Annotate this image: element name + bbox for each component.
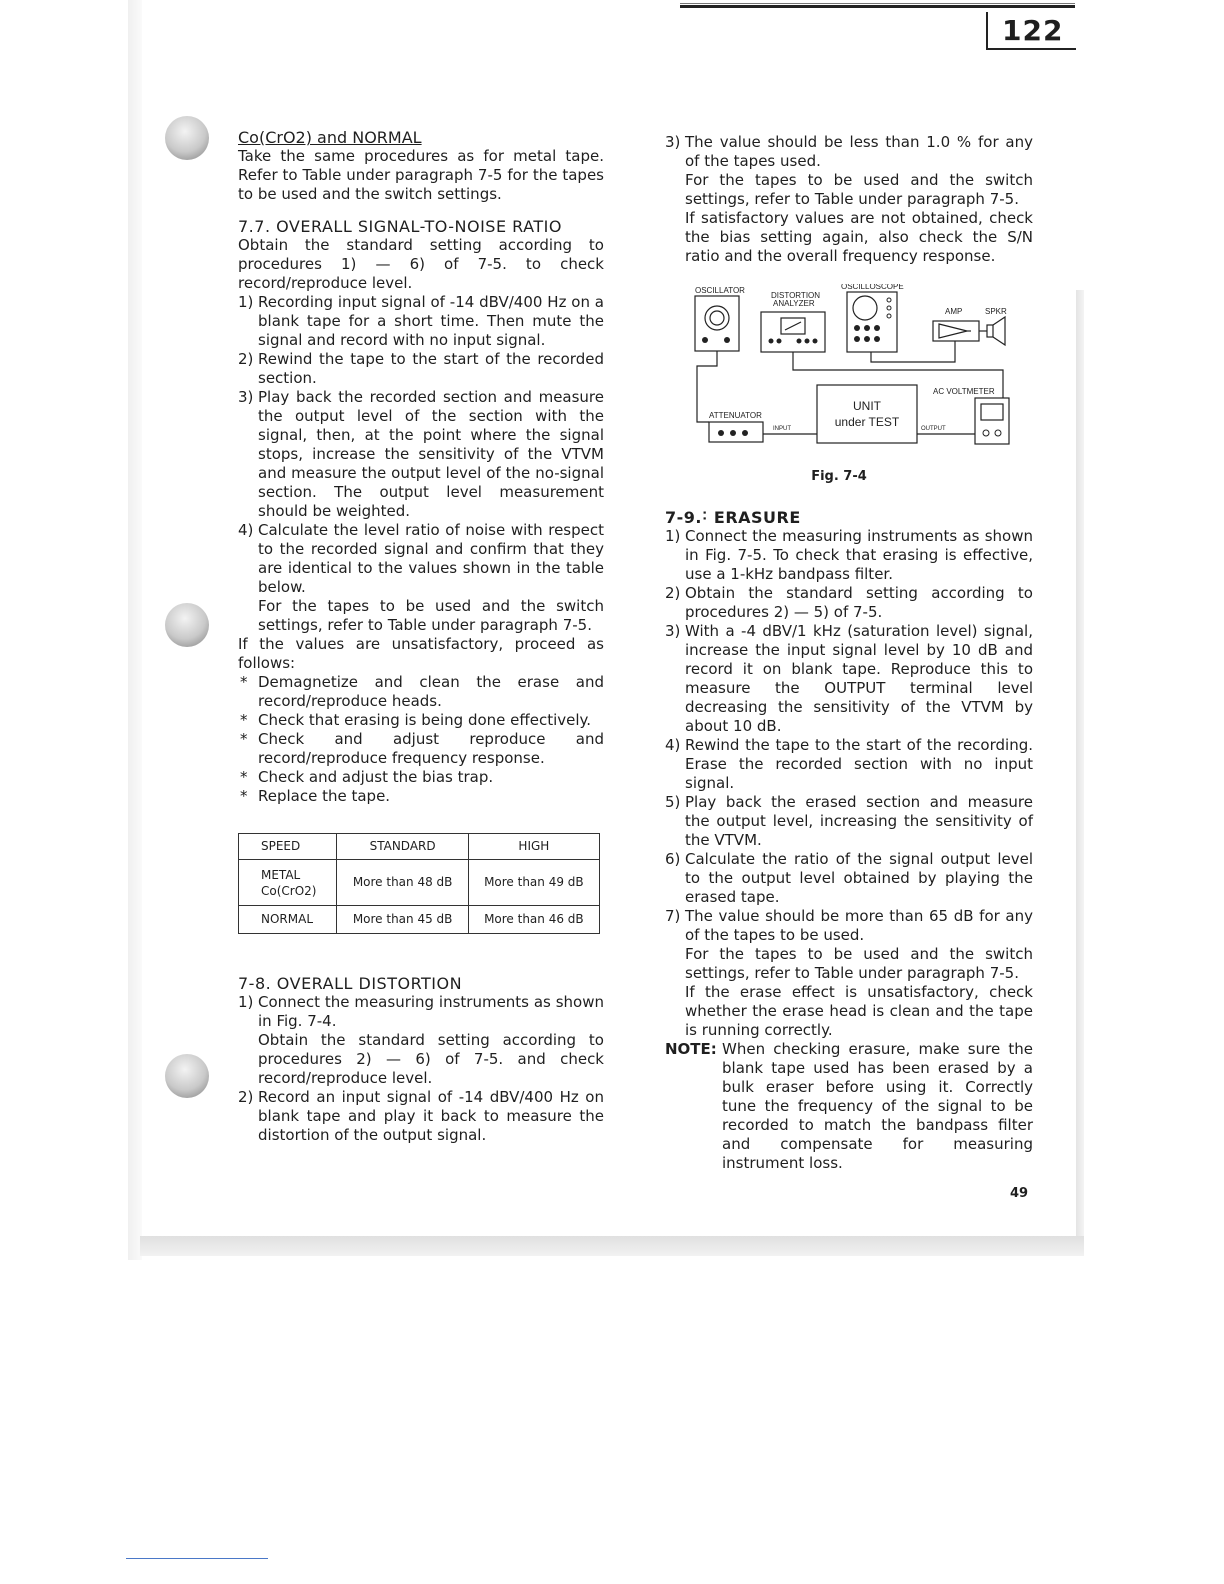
note-label: NOTE: bbox=[665, 1040, 717, 1058]
label-spkr: SPKR bbox=[985, 307, 1007, 316]
list-item bbox=[238, 293, 604, 350]
attenuator-box bbox=[709, 422, 763, 442]
list-item bbox=[665, 850, 1033, 907]
binder-hole-icon bbox=[165, 603, 209, 647]
step-number: 7) bbox=[665, 907, 681, 925]
ac-voltmeter-box bbox=[975, 398, 1009, 444]
table-row bbox=[239, 906, 600, 934]
table-cell-line: METAL bbox=[261, 867, 301, 882]
bullet-text: Check and adjust the bias trap. bbox=[258, 768, 494, 786]
section-title: 7-8. OVERALL DISTORTION bbox=[238, 974, 463, 993]
table-cell: More than 45 dB bbox=[337, 906, 468, 934]
label-amp: AMP bbox=[945, 307, 963, 316]
bullet-text: Check and adjust reproduce and record/reproduce frequency response. bbox=[258, 730, 604, 767]
label-analyzer: ANALYZER bbox=[773, 299, 815, 308]
step-number: 3) bbox=[665, 133, 681, 151]
table-cell-line: Co(CrO2) bbox=[261, 883, 317, 898]
unit-under-test-box bbox=[817, 385, 917, 443]
header-rule bbox=[680, 5, 1075, 8]
step-number: 1) bbox=[238, 993, 254, 1011]
table-cell bbox=[239, 860, 337, 906]
oscillator-box bbox=[695, 296, 739, 351]
list-item bbox=[665, 622, 1033, 736]
page-mark: 122 bbox=[1002, 14, 1064, 47]
table-header: HIGH bbox=[468, 834, 599, 860]
label-oscillator: OSCILLATOR bbox=[695, 286, 745, 295]
oscilloscope-box bbox=[847, 292, 897, 352]
scan-edge-shadow bbox=[1076, 290, 1084, 1245]
binder-hole-icon bbox=[165, 116, 209, 160]
paragraph: If the erase effect is unsatisfactory, check whether the erase head is clean and the tape is running correctly. bbox=[685, 983, 1033, 1039]
page-number: 49 bbox=[1010, 1186, 1029, 1201]
step-number: 3) bbox=[665, 622, 681, 640]
label-attenuator: ATTENUATOR bbox=[709, 411, 762, 420]
note-text: When checking erasure, make sure the blank tape used has been erased by a bulk eraser before using it. Correctly tune the frequency of the signal to be recorded to match the bandpass filter and compensate for measuring instrument loss. bbox=[722, 1040, 1033, 1172]
step-text: Recording input signal of -14 dBV/400 Hz on a blank tape for a short time. Then mute the signal and record with no input signal. bbox=[258, 293, 604, 349]
paragraph: Obtain the standard setting according to procedures 2) — 6) of 7-5. and check record/reproduce level. bbox=[258, 1031, 604, 1087]
paragraph: If the values are unsatisfactory, proceed as follows: bbox=[238, 635, 604, 672]
paragraph: Obtain the standard setting according to procedures 1) — 6) of 7-5. to check record/reproduce level. bbox=[238, 236, 604, 292]
list-item bbox=[665, 133, 1033, 171]
step-text: Calculate the level ratio of noise with respect to the recorded signal and confirm that they are identical to the values shown in the table below. bbox=[258, 521, 604, 596]
bullet-text: Demagnetize and clean the erase and record/reproduce heads. bbox=[258, 673, 604, 710]
paragraph: For the tapes to be used and the switch settings, refer to Table under paragraph 7-5. bbox=[258, 597, 604, 634]
step-text: Rewind the tape to the start of the recorded section. bbox=[258, 350, 604, 387]
step-number: 4) bbox=[238, 521, 254, 539]
section-title: Co(CrO2) and NORMAL bbox=[238, 128, 422, 147]
step-text: Rewind the tape to the start of the recording. Erase the recorded section with no input signal. bbox=[685, 736, 1033, 792]
step-number: 5) bbox=[665, 793, 681, 811]
label-unit: UNIT bbox=[853, 399, 881, 413]
right-column bbox=[665, 133, 1033, 1173]
label-distortion: DISTORTION bbox=[771, 291, 821, 300]
label-under-test: under TEST bbox=[834, 415, 900, 429]
table-row bbox=[239, 860, 600, 906]
list-item bbox=[238, 388, 604, 521]
figure-caption: Fig. 7-4 bbox=[811, 469, 867, 484]
list-item bbox=[238, 521, 604, 597]
step-number: 2) bbox=[665, 584, 681, 602]
step-text: Obtain the standard setting according to procedures 2) — 5) of 7-5. bbox=[685, 584, 1033, 621]
label-ac-voltmeter: AC VOLTMETER bbox=[933, 387, 995, 396]
header-rule bbox=[680, 3, 1075, 4]
connection-diagram bbox=[691, 284, 1011, 459]
step-text: With a -4 dBV/1 kHz (saturation level) signal, increase the input signal level by 10 dB and record it on blank tape. Reproduce this to measure the OUTPUT terminal level decreasing the sensitivity of the VTVM by about 10 dB. bbox=[685, 622, 1033, 735]
label-output: OUTPUT bbox=[921, 426, 946, 432]
scan-edge-shadow bbox=[140, 1236, 1084, 1256]
step-text: The value should be more than 65 dB for any of the tapes to be used. bbox=[685, 907, 1033, 944]
bullet-icon: * bbox=[240, 787, 248, 805]
list-item bbox=[238, 993, 604, 1031]
bullet-item bbox=[238, 673, 604, 711]
paragraph: Take the same procedures as for metal tape. Refer to Table under paragraph 7-5 for the tapes to be used and the switch settings. bbox=[238, 147, 604, 203]
list-item bbox=[238, 350, 604, 388]
bullet-icon: * bbox=[240, 730, 248, 748]
list-item bbox=[665, 793, 1033, 850]
binder-hole-icon bbox=[165, 1054, 209, 1098]
step-text: Record an input signal of -14 dBV/400 Hz on blank tape and play it back to measure the distortion of the output signal. bbox=[258, 1088, 604, 1144]
list-item bbox=[665, 736, 1033, 793]
bullet-item bbox=[238, 711, 604, 730]
step-number: 3) bbox=[238, 388, 254, 406]
table-cell: More than 48 dB bbox=[337, 860, 468, 906]
bullet-icon: * bbox=[240, 768, 248, 786]
step-number: 2) bbox=[238, 350, 254, 368]
paragraph: If satisfactory values are not obtained, check the bias setting again, also check the S/N ratio and the overall frequency response. bbox=[685, 209, 1033, 265]
table-header: SPEED bbox=[239, 834, 337, 860]
step-text: Calculate the ratio of the signal output level to the output level obtained by playing the erased tape. bbox=[685, 850, 1033, 906]
table-header-row bbox=[239, 834, 600, 860]
left-column bbox=[238, 128, 604, 1145]
bullet-item bbox=[238, 730, 604, 768]
list-item bbox=[665, 584, 1033, 622]
bullet-icon: * bbox=[240, 711, 248, 729]
step-text: Play back the recorded section and measure the output level of the section with the signal, then, at the point where the signal stops, increase the sensitivity of the VTVM and measure the output level of the no-signal section. The output level measurement should be weighted. bbox=[258, 388, 604, 520]
bullet-text: Check that erasing is being done effectively. bbox=[258, 711, 592, 729]
table-cell: More than 46 dB bbox=[468, 906, 599, 934]
section-title: 7.7. OVERALL SIGNAL-TO-NOISE RATIO bbox=[238, 217, 562, 236]
bullet-item bbox=[238, 768, 604, 787]
section-title: 7-9.˸ ERASURE bbox=[665, 508, 801, 527]
table-header: STANDARD bbox=[337, 834, 468, 860]
label-oscilloscope: OSCILLOSCOPE bbox=[841, 284, 904, 291]
note bbox=[665, 1040, 1033, 1173]
footer-rule bbox=[126, 1558, 268, 1559]
label-input: INPUT bbox=[773, 426, 791, 432]
bullet-icon: * bbox=[240, 673, 248, 691]
step-text: Play back the erased section and measure the output level, increasing the sensitivity of the VTVM. bbox=[685, 793, 1033, 849]
bullet-text: Replace the tape. bbox=[258, 787, 391, 805]
step-number: 4) bbox=[665, 736, 681, 754]
list-item bbox=[665, 907, 1033, 945]
table-cell: More than 49 dB bbox=[468, 860, 599, 906]
step-number: 2) bbox=[238, 1088, 254, 1106]
step-text: Connect the measuring instruments as shown in Fig. 7-4. bbox=[258, 993, 604, 1030]
speaker-icon bbox=[987, 325, 993, 337]
step-number: 6) bbox=[665, 850, 681, 868]
step-number: 1) bbox=[665, 527, 681, 545]
list-item bbox=[665, 527, 1033, 584]
table-cell: NORMAL bbox=[239, 906, 337, 934]
paragraph: For the tapes to be used and the switch settings, refer to Table under paragraph 7-5. bbox=[685, 945, 1033, 982]
step-text: The value should be less than 1.0 % for any of the tapes used. bbox=[685, 133, 1033, 170]
figure-7-4 bbox=[691, 284, 1011, 459]
snr-table bbox=[238, 833, 600, 934]
paragraph: For the tapes to be used and the switch settings, refer to Table under paragraph 7-5. bbox=[685, 171, 1033, 208]
step-text: Connect the measuring instruments as shown in Fig. 7-5. To check that erasing is effective, use a 1-kHz bandpass filter. bbox=[685, 527, 1033, 583]
scan-edge-shadow bbox=[128, 0, 142, 1260]
bullet-item bbox=[238, 787, 604, 806]
step-number: 1) bbox=[238, 293, 254, 311]
list-item bbox=[238, 1088, 604, 1145]
